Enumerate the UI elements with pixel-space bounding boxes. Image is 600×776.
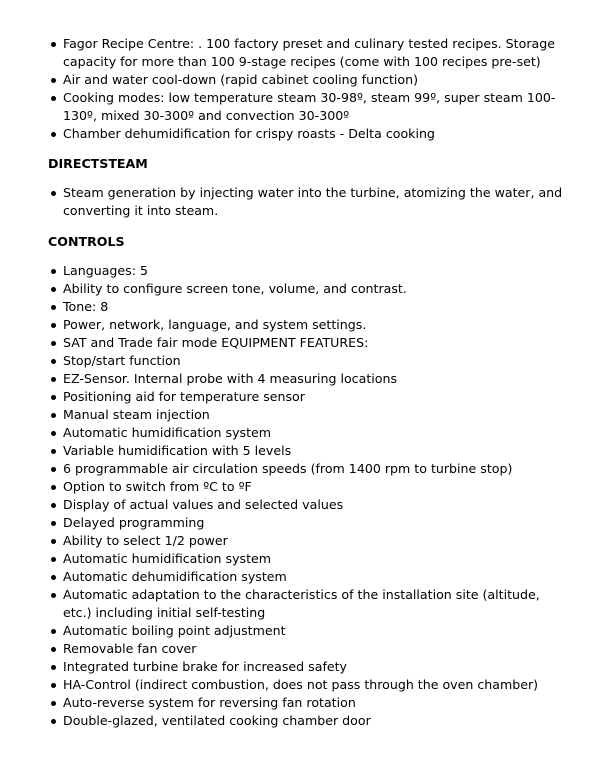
list-item: Fagor Recipe Centre: . 100 factory preset and culinary tested recipes. Storage capacity for more than 100 9-stage recipes (come with 100 recipes pre-set) — [48, 35, 568, 71]
list-item: Variable humidification with 5 levels — [48, 442, 568, 460]
section-heading-directsteam: DIRECTSTEAM — [48, 156, 148, 171]
controls-list — [48, 262, 568, 730]
list-item: Display of actual values and selected values — [48, 496, 568, 514]
list-item: Delayed programming — [48, 514, 568, 532]
directsteam-list — [48, 184, 568, 220]
section-heading-controls: CONTROLS — [48, 234, 125, 249]
list-item: Automatic humidification system — [48, 550, 568, 568]
intro-feature-list — [48, 35, 568, 143]
list-item: Stop/start function — [48, 352, 568, 370]
list-item: Chamber dehumidification for crispy roasts - Delta cooking — [48, 125, 568, 143]
list-item: Integrated turbine brake for increased safety — [48, 658, 568, 676]
list-item: EZ-Sensor. Internal probe with 4 measuring locations — [48, 370, 568, 388]
list-item: Automatic adaptation to the characteristics of the installation site (altitude, etc.) including initial self-testing — [48, 586, 568, 622]
list-item: Option to switch from ºC to ºF — [48, 478, 568, 496]
list-item: Auto-reverse system for reversing fan rotation — [48, 694, 568, 712]
list-item: Ability to configure screen tone, volume, and contrast. — [48, 280, 568, 298]
list-item: Automatic boiling point adjustment — [48, 622, 568, 640]
list-item: SAT and Trade fair mode EQUIPMENT FEATURES: — [48, 334, 568, 352]
list-item: Tone: 8 — [48, 298, 568, 316]
list-item: HA-Control (indirect combustion, does not pass through the oven chamber) — [48, 676, 568, 694]
list-item: Manual steam injection — [48, 406, 568, 424]
list-item: Removable fan cover — [48, 640, 568, 658]
list-item: Languages: 5 — [48, 262, 568, 280]
list-item: Steam generation by injecting water into the turbine, atomizing the water, and converting it into steam. — [48, 184, 568, 220]
list-item: Cooking modes: low temperature steam 30-98º, steam 99º, super steam 100- 130º, mixed 30-300º and convection 30-300º — [48, 89, 568, 125]
list-item: Air and water cool-down (rapid cabinet cooling function) — [48, 71, 568, 89]
list-item: Ability to select 1/2 power — [48, 532, 568, 550]
list-item: 6 programmable air circulation speeds (from 1400 rpm to turbine stop) — [48, 460, 568, 478]
list-item: Automatic dehumidification system — [48, 568, 568, 586]
list-item: Positioning aid for temperature sensor — [48, 388, 568, 406]
list-item: Double-glazed, ventilated cooking chamber door — [48, 712, 568, 730]
list-item: Automatic humidification system — [48, 424, 568, 442]
list-item: Power, network, language, and system settings. — [48, 316, 568, 334]
